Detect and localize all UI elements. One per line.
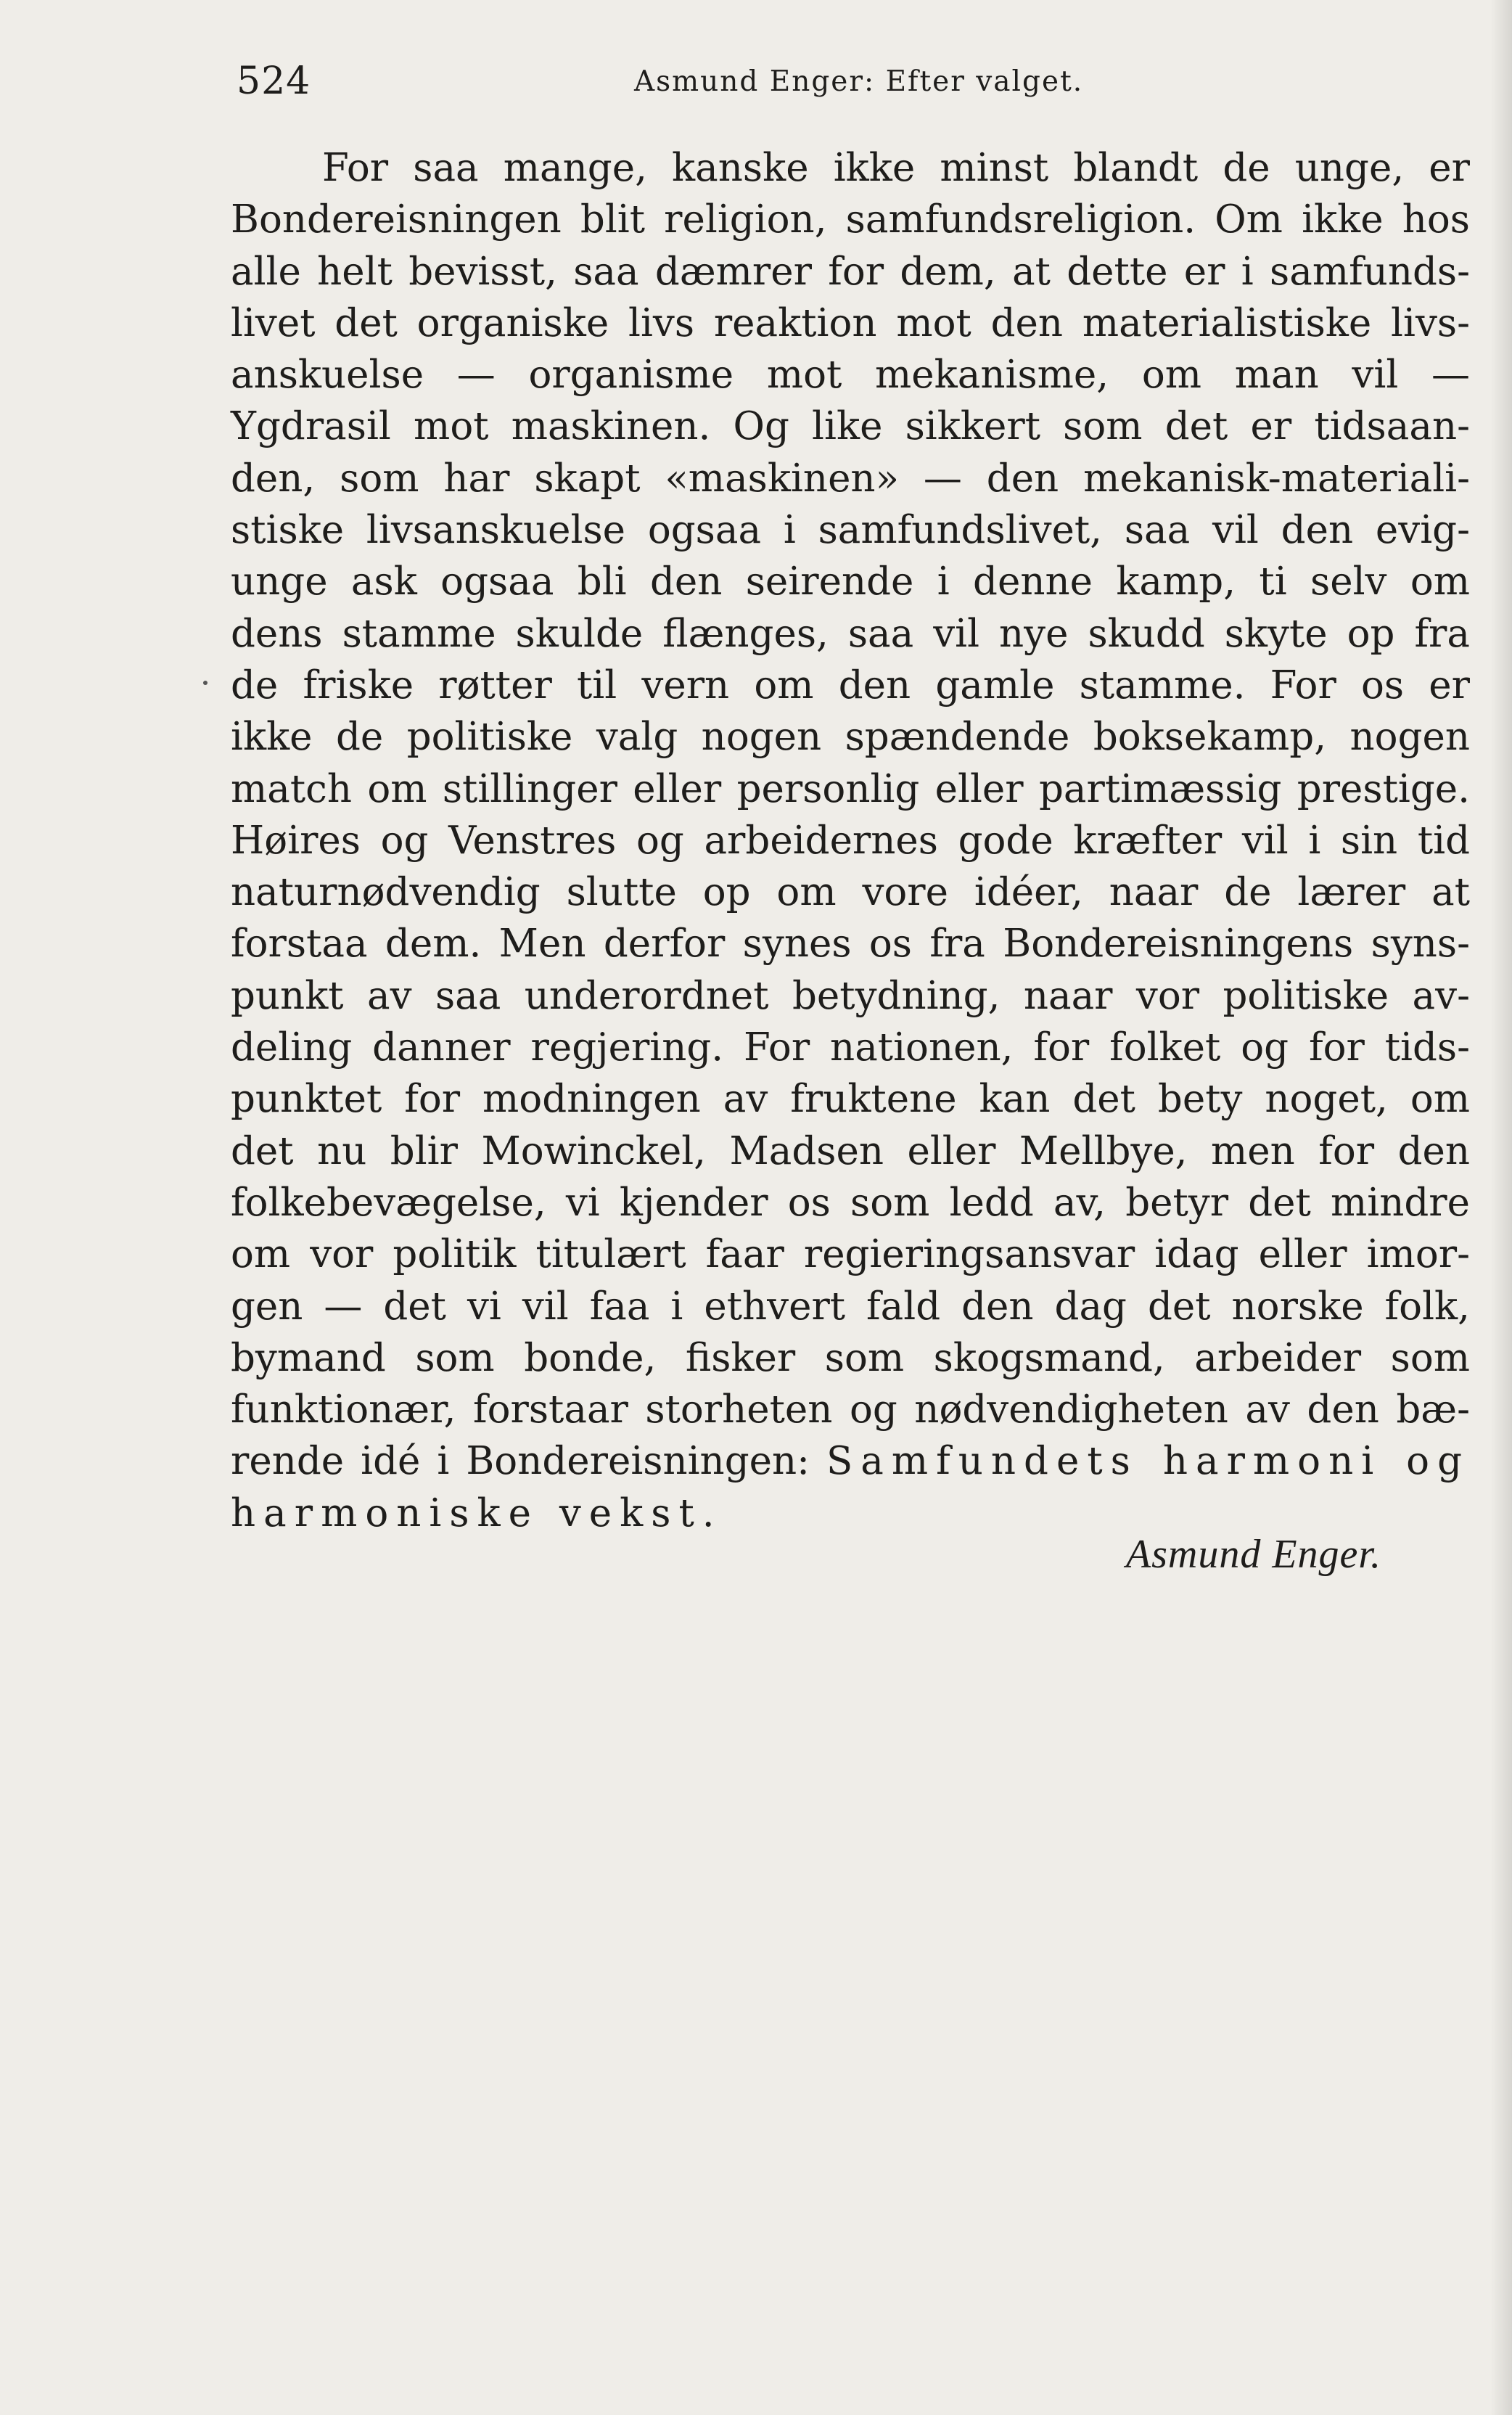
text-line-1: For saa mange, kanske ikke minst blandt de unge, er: [322, 146, 1470, 190]
text-line-18: deling danner regjering. For nationen, for folket og for tids-: [231, 1025, 1470, 1070]
text-line-26: [231, 1435, 1470, 1487]
spaced-emphasis-2: harmoniske vekst.: [231, 1491, 723, 1535]
text-line-5: anskuelse — organisme mot mekanisme, om man vil —: [231, 353, 1470, 398]
text-line-15: naturnødvendig slutte op om vore idéer, naar de lærer at: [231, 870, 1470, 915]
text-line-4: livet det organiske livs reaktion mot den materialistiske livs-: [231, 300, 1470, 345]
text-line-20: det nu blir Mowinckel, Madsen eller Mellbye, men for den: [231, 1128, 1470, 1173]
spaced-emphasis-1: Samfundets harmoni og: [826, 1439, 1471, 1484]
text-line-6: Ygdrasil mot maskinen. Og like sikkert som det er tidsaan-: [231, 404, 1470, 449]
text-line-12: ikke de politiske valg nogen spændende boksekamp, nogen: [231, 715, 1470, 760]
page-edge-shadow: [1490, 0, 1512, 2415]
text-line-8: stiske livsanskuelse ogsaa i samfundslivet, saa vil den evig-: [231, 508, 1470, 553]
page-number: 524: [237, 60, 311, 103]
text-line-23: gen — det vi vil faa i ethvert fald den dag det norske folk,: [231, 1284, 1470, 1329]
text-line-3: alle helt bevisst, saa dæmrer for dem, at dette er i samfunds-: [231, 249, 1470, 294]
text-line-10: dens stamme skulde flænges, saa vil nye skudd skyte op fra: [231, 611, 1470, 656]
text-line-25: funktionær, forstaar storheten og nødvendigheten av den bæ-: [231, 1387, 1470, 1432]
text-line-7: den, som har skapt «maskinen» — den mekanisk-materiali-: [231, 456, 1470, 501]
text-line-11: de friske røtter til vern om den gamle stamme. For os er: [231, 663, 1470, 708]
text-line-9: unge ask ogsaa bli den seirende i denne kamp, ti selv om: [231, 559, 1470, 604]
text-line-17: punkt av saa underordnet betydning, naar vor politiske av-: [231, 973, 1470, 1018]
author-signature: Asmund Enger.: [1125, 1532, 1381, 1577]
text-line-13: match om stillinger eller personlig eller partimæssig prestige.: [231, 766, 1470, 811]
text-line-19: punktet for modningen av fruktene kan det bety noget, om: [231, 1077, 1470, 1122]
text-line-22: om vor politik titulært faar regieringsansvar idag eller imor-: [231, 1232, 1470, 1277]
page-header: [237, 60, 1470, 110]
text-line-24: bymand som bonde, fisker som skogsmand, arbeider som: [231, 1335, 1470, 1380]
text-line-16: forstaa dem. Men derfor synes os fra Bondereisningens syns-: [231, 922, 1470, 967]
text-line-21: folkebevægelse, vi kjender os som ledd av, betyr det mindre: [231, 1180, 1470, 1225]
text-line-14: Høires og Venstres og arbeidernes gode kræfter vil i sin tid: [231, 818, 1470, 863]
text-line-2: Bondereisningen blit religion, samfundsreligion. Om ikke hos: [231, 197, 1470, 242]
running-head: Asmund Enger: Efter valget.: [634, 65, 1084, 98]
text-line-26-plain: rende idé i Bondereisningen:: [231, 1439, 810, 1484]
body-text: [231, 142, 1470, 1539]
margin-dot-mark: [203, 681, 208, 685]
